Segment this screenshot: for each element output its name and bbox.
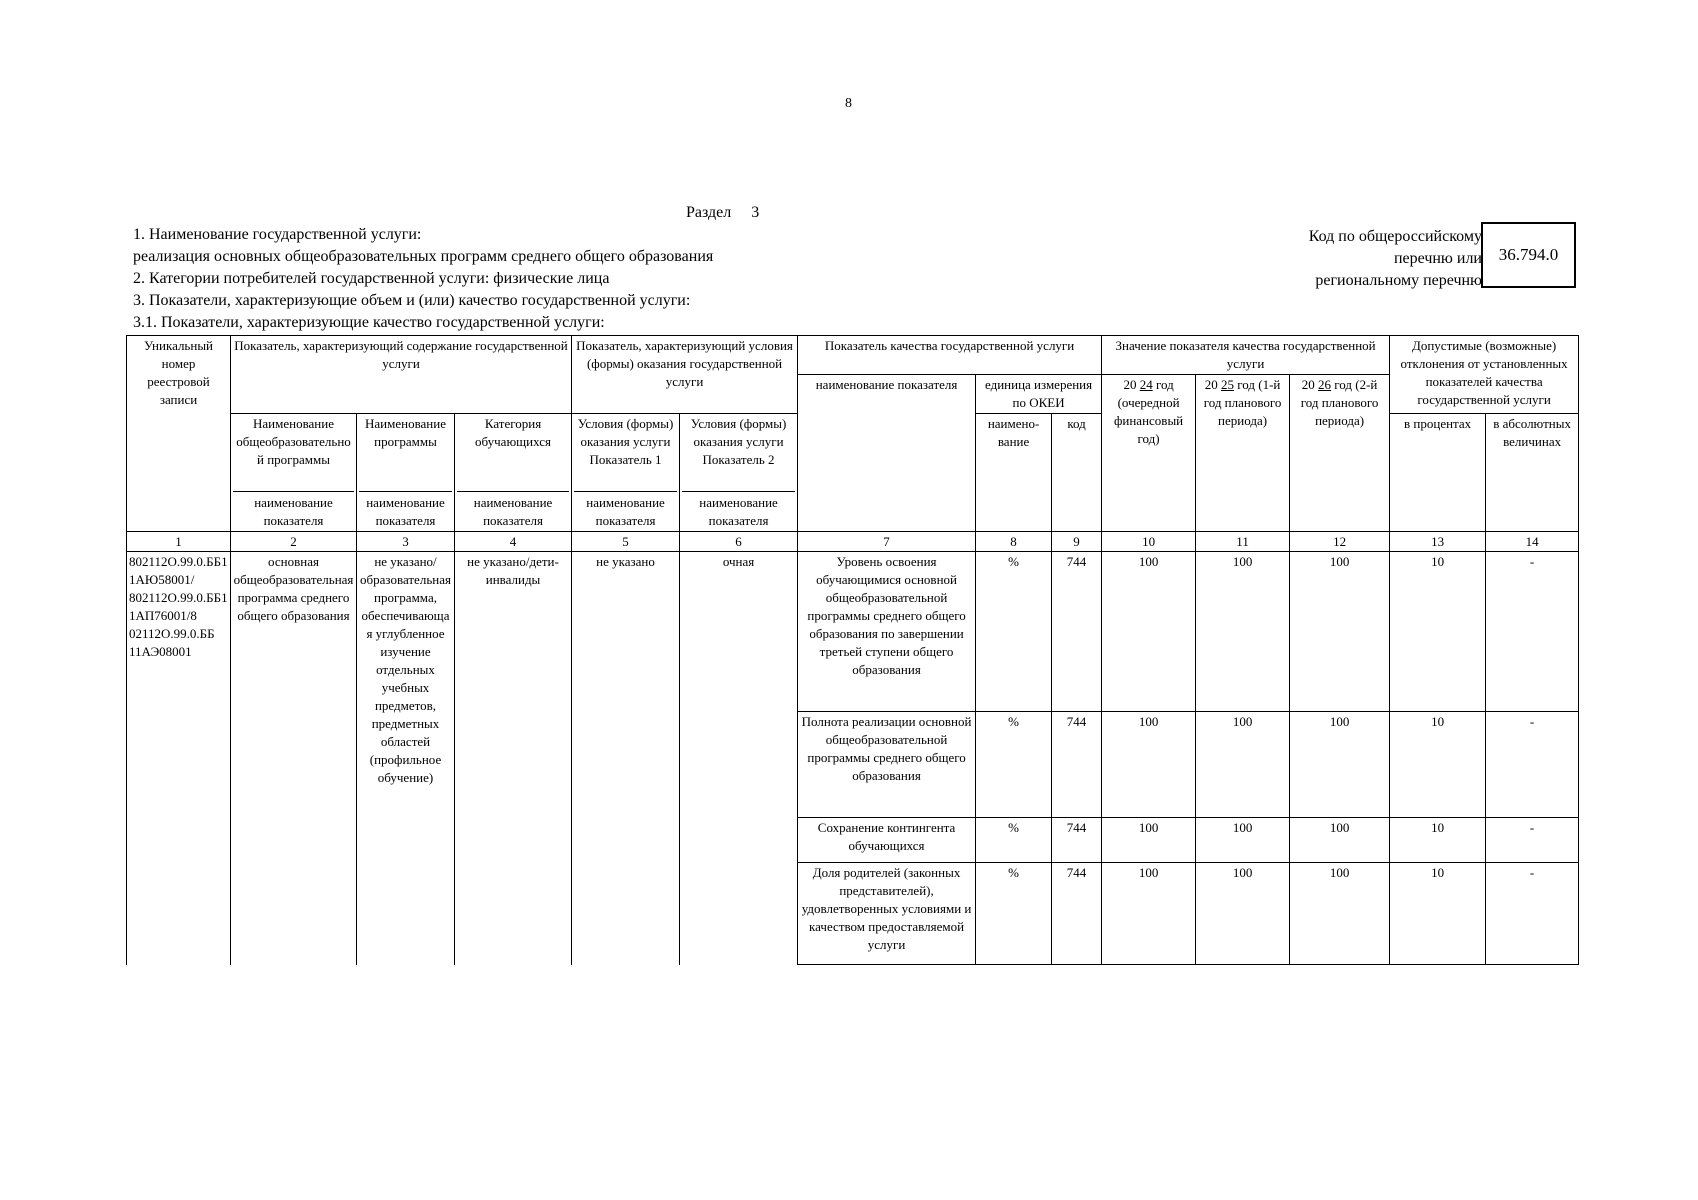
indicator-code: 744 [1052,818,1102,863]
year-value: 24 [1139,377,1153,392]
header-content-group: Показатель, характеризующий содержание государственной услуги [231,336,572,414]
year-caption: год (2-й год планового периода) [1300,377,1379,428]
quality-indicators-heading: 3.1. Показатели, характеризующие качество государственной услуги: [133,314,605,331]
registry-code-label-line: перечню или [1393,250,1482,267]
header-condition-1 [572,414,680,532]
header-year-1 [1102,375,1196,532]
indicator-year-2: 100 [1196,552,1290,712]
header-text: Условия (формы) оказания услуги Показатель 2 [690,416,787,467]
header-text: Наименование общеобразовательной программы [236,416,351,467]
record-condition-2: очная [680,552,798,965]
column-number: 12 [1290,532,1390,552]
registry-code-box: 36.794.0 [1481,222,1576,288]
indicator-absolute: - [1486,552,1579,712]
indicator-percent: 10 [1390,712,1486,818]
header-quality-group: Показатель качества государственной услуги [798,336,1102,375]
column-number: 10 [1102,532,1196,552]
indicator-name: Уровень освоения обучающимися основной общеобразовательной программы среднего общего образования по завершении третьей ступени общего образования [798,552,976,712]
year-prefix: 20 [1301,377,1315,392]
column-number: 2 [231,532,357,552]
page-number: 8 [845,96,852,111]
indicator-year-1: 100 [1102,863,1196,965]
header-text: Категория обучающихся [475,416,551,449]
registry-code-label-line: региональному перечню [1315,272,1482,289]
service-name-label: 1. Наименование государственной услуги: [133,226,422,243]
header-program [231,414,357,532]
header-year-2 [1196,375,1290,532]
record-id: 802112О.99.0.ББ11АЮ58001/ 802112О.99.0.ББ11АП76001/8 02112О.99.0.ББ 11АЭ08001 [127,552,231,965]
year-caption: год (1-й год планового периода) [1203,377,1282,428]
header-year-3 [1290,375,1390,532]
indicator-year-2: 100 [1196,863,1290,965]
indicator-code: 744 [1052,552,1102,712]
column-number: 11 [1196,532,1290,552]
header-sub-label: наименование показателя [359,491,452,530]
registry-code-label-line: Код по общероссийскому [1308,228,1482,245]
column-number: 13 [1390,532,1486,552]
year-prefix: 20 [1123,377,1137,392]
record-program: основная общеобразовательная программа среднего общего образования [231,552,357,965]
header-indicator-name: наименование показателя [798,375,976,532]
header-sub-label: наименование показателя [574,491,677,530]
indicator-year-1: 100 [1102,818,1196,863]
indicator-unit: % [976,552,1052,712]
indicator-year-3: 100 [1290,818,1390,863]
header-program-name [357,414,455,532]
year-caption: год (очередной финансовый год) [1113,377,1184,446]
indicator-code: 744 [1052,712,1102,818]
column-number: 7 [798,532,976,552]
indicator-absolute: - [1486,818,1579,863]
indicator-name: Сохранение контингента обучающихся [798,818,976,863]
header-deviation-group: Допустимые (возможные) отклонения от установленных показателей качества государственной услуги [1390,336,1579,414]
indicator-year-3: 100 [1290,552,1390,712]
indicator-year-3: 100 [1290,712,1390,818]
indicator-year-1: 100 [1102,712,1196,818]
column-number: 14 [1486,532,1579,552]
indicator-absolute: - [1486,863,1579,965]
section-label: Раздел [686,204,732,221]
indicator-unit: % [976,818,1052,863]
year-value: 26 [1318,377,1332,392]
header-unit-code: код [1052,414,1102,532]
header-percent: в процентах [1390,414,1486,532]
header-record-id: Уникальный номер реестровой записи [127,336,231,532]
indicator-unit: % [976,863,1052,965]
header-category [455,414,572,532]
column-number: 8 [976,532,1052,552]
indicator-year-2: 100 [1196,818,1290,863]
indicator-percent: 10 [1390,863,1486,965]
header-unit-name: наимено-вание [976,414,1052,532]
indicator-percent: 10 [1390,818,1486,863]
column-number: 5 [572,532,680,552]
header-value-group: Значение показателя качества государственной услуги [1102,336,1390,375]
indicators-heading: 3. Показатели, характеризующие объем и (или) качество государственной услуги: [133,292,691,309]
indicator-year-3: 100 [1290,863,1390,965]
header-sub-label: наименование показателя [233,491,354,530]
column-number: 4 [455,532,572,552]
column-number: 6 [680,532,798,552]
service-name-value: реализация основных общеобразовательных программ среднего общего образования [133,248,714,265]
registry-code-label [1309,226,1482,292]
year-prefix: 20 [1204,377,1218,392]
indicator-year-2: 100 [1196,712,1290,818]
indicator-unit: % [976,712,1052,818]
header-sub-label: наименование показателя [457,491,569,530]
header-row-1 [127,336,1579,375]
column-number: 9 [1052,532,1102,552]
indicator-name: Полнота реализации основной общеобразовательной программы среднего общего образования [798,712,976,818]
section-heading [686,204,759,222]
record-category: не указано/дети-инвалиды [455,552,572,965]
header-unit-group: единица измерения по ОКЕИ [976,375,1102,414]
header-sub-label: наименование показателя [682,491,795,530]
year-value: 25 [1221,377,1234,392]
consumer-category: 2. Категории потребителей государственной услуги: физические лица [133,270,610,287]
indicator-name: Доля родителей (законных представителей), удовлетворенных условиями и качеством предоставляемой услуги [798,863,976,965]
header-text: Наименование программы [365,416,446,449]
header-conditions-group: Показатель, характеризующий условия (формы) оказания государственной услуги [572,336,798,414]
indicator-year-1: 100 [1102,552,1196,712]
column-numbers-row [127,532,1579,552]
header-text: Условия (формы) оказания услуги Показатель 1 [577,416,674,467]
column-number: 3 [357,532,455,552]
table-row [127,552,1579,712]
header-condition-2 [680,414,798,532]
indicator-absolute: - [1486,712,1579,818]
section-number: 3 [751,204,760,221]
quality-indicators-table [126,335,1579,965]
column-number: 1 [127,532,231,552]
indicator-code: 744 [1052,863,1102,965]
record-program-name: не указано/ образовательная программа, обеспечивающая углубленное изучение отдельных учебных предметов, предметных областей (профильное обучение) [357,552,455,965]
indicator-percent: 10 [1390,552,1486,712]
record-condition-1: не указано [572,552,680,965]
header-absolute: в абсолютных величинах [1486,414,1579,532]
